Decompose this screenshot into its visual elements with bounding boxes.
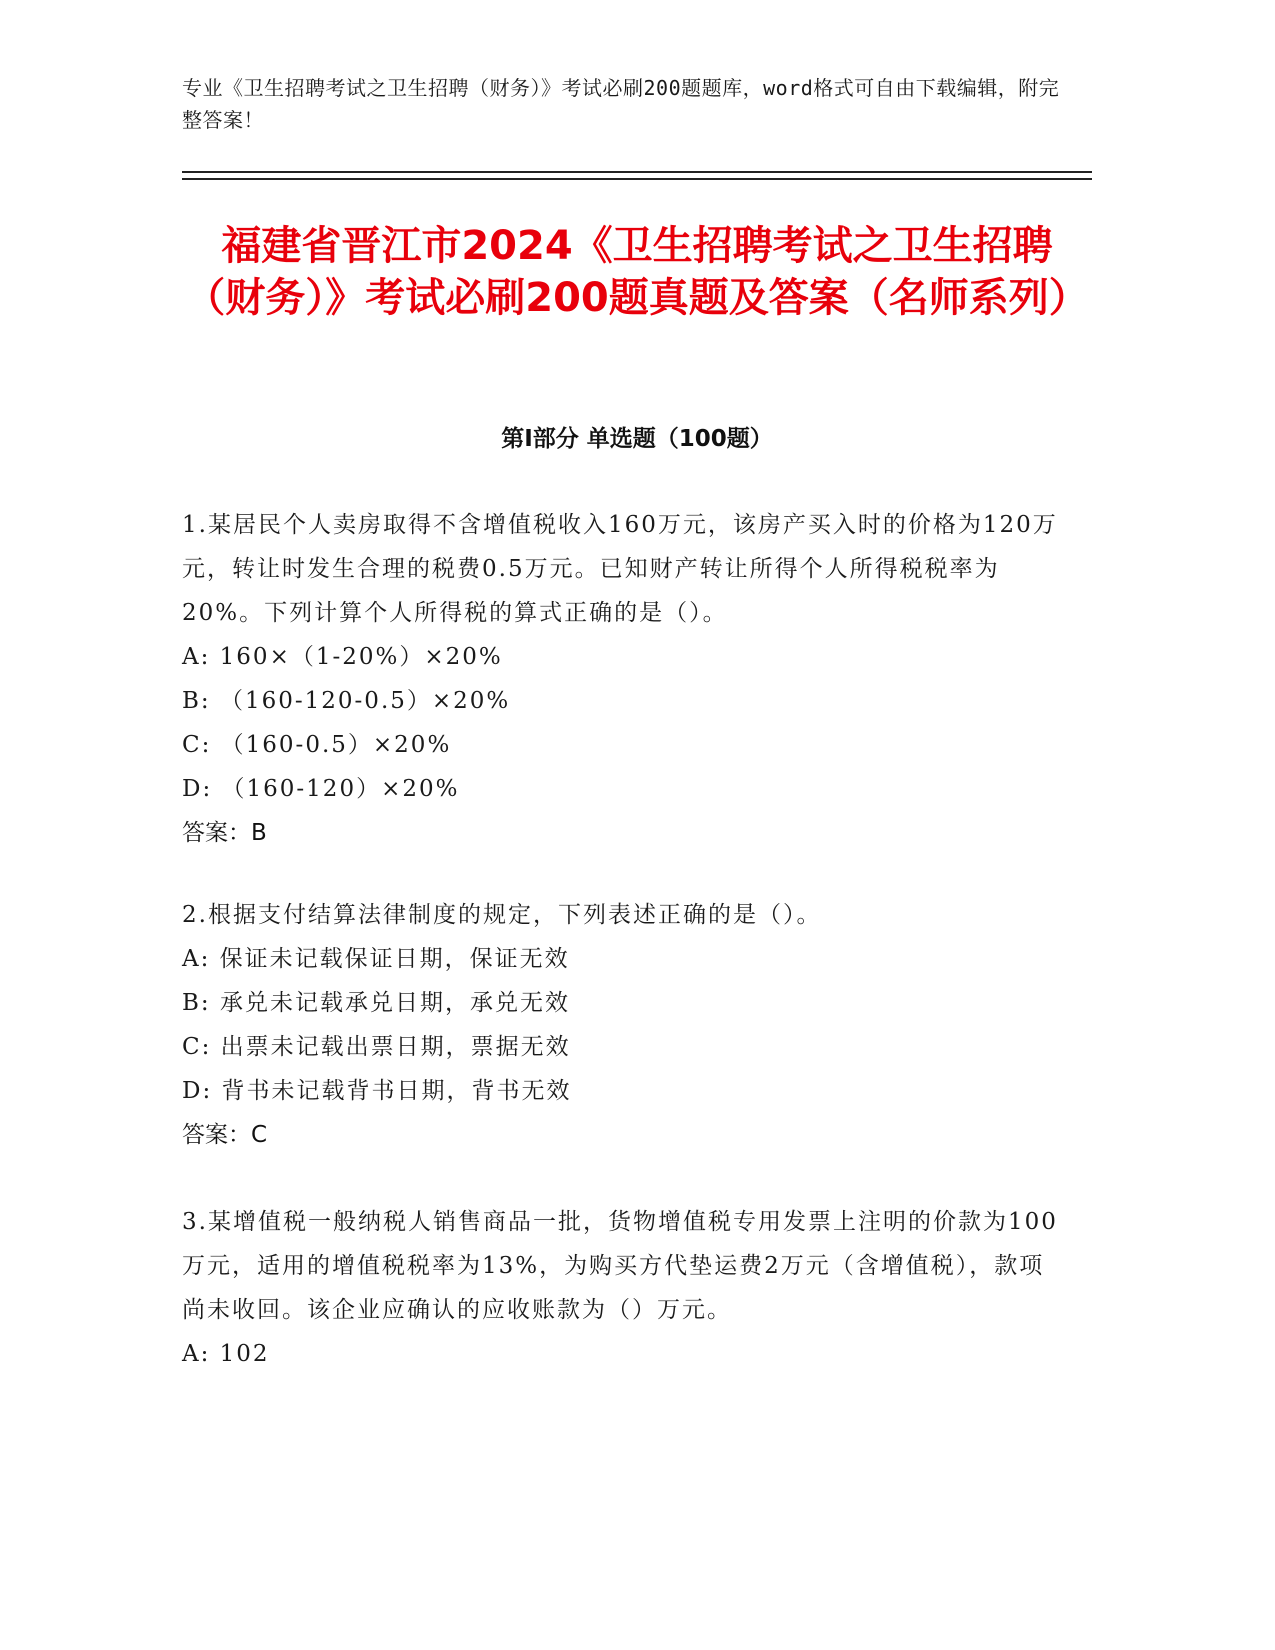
document-title: 福建省晋江市2024《卫生招聘考试之卫生招聘（财务）》考试必刷200题真题及答案（名师系列）: [185, 223, 1089, 321]
option-b: B: 承兑未记载承兑日期，承兑无效: [182, 990, 570, 1016]
header-note: 专业《卫生招聘考试之卫生招聘（财务）》考试必刷200题题库，word格式可自由下载编辑，附完整答案！: [182, 76, 1060, 132]
option-a: A: 保证未记载保证日期，保证无效: [182, 946, 570, 972]
header-divider-bottom: [182, 178, 1092, 180]
question-stem: 2.根据支付结算法律制度的规定，下列表述正确的是（）。: [182, 902, 822, 928]
header-divider-top: [182, 171, 1092, 173]
question-1: [182, 503, 1062, 855]
answer: 答案：C: [182, 1122, 268, 1148]
question-stem: 3.某增值税一般纳税人销售商品一批，货物增值税专用发票上注明的价款为100万元，适用的增值税税率为13%，为购买方代垫运费2万元（含增值税），款项尚未收回。该企业应确认的应收账款为（）万元。: [182, 1209, 1058, 1323]
option-c: C: 出票未记载出票日期，票据无效: [182, 1034, 571, 1060]
option-a: A: 160×（1-20%）×20%: [182, 644, 503, 670]
answer: 答案：B: [182, 820, 267, 846]
option-c: C: （160-0.5）×20%: [182, 732, 452, 758]
option-d: D: 背书未记载背书日期，背书无效: [182, 1078, 572, 1104]
option-b: B: （160-120-0.5）×20%: [182, 688, 511, 714]
option-a: A: 102: [182, 1341, 270, 1367]
section-title: 第I部分 单选题（100题）: [501, 426, 773, 452]
question-2: [182, 893, 1062, 1157]
question-stem: 1.某居民个人卖房取得不含增值税收入160万元，该房产买入时的价格为120万元，转让时发生合理的税费0.5万元。已知财产转让所得个人所得税税率为20%。下列计算个人所得税的算式正确的是（）。: [182, 512, 1058, 626]
option-d: D: （160-120）×20%: [182, 776, 460, 802]
question-3: [182, 1200, 1062, 1376]
